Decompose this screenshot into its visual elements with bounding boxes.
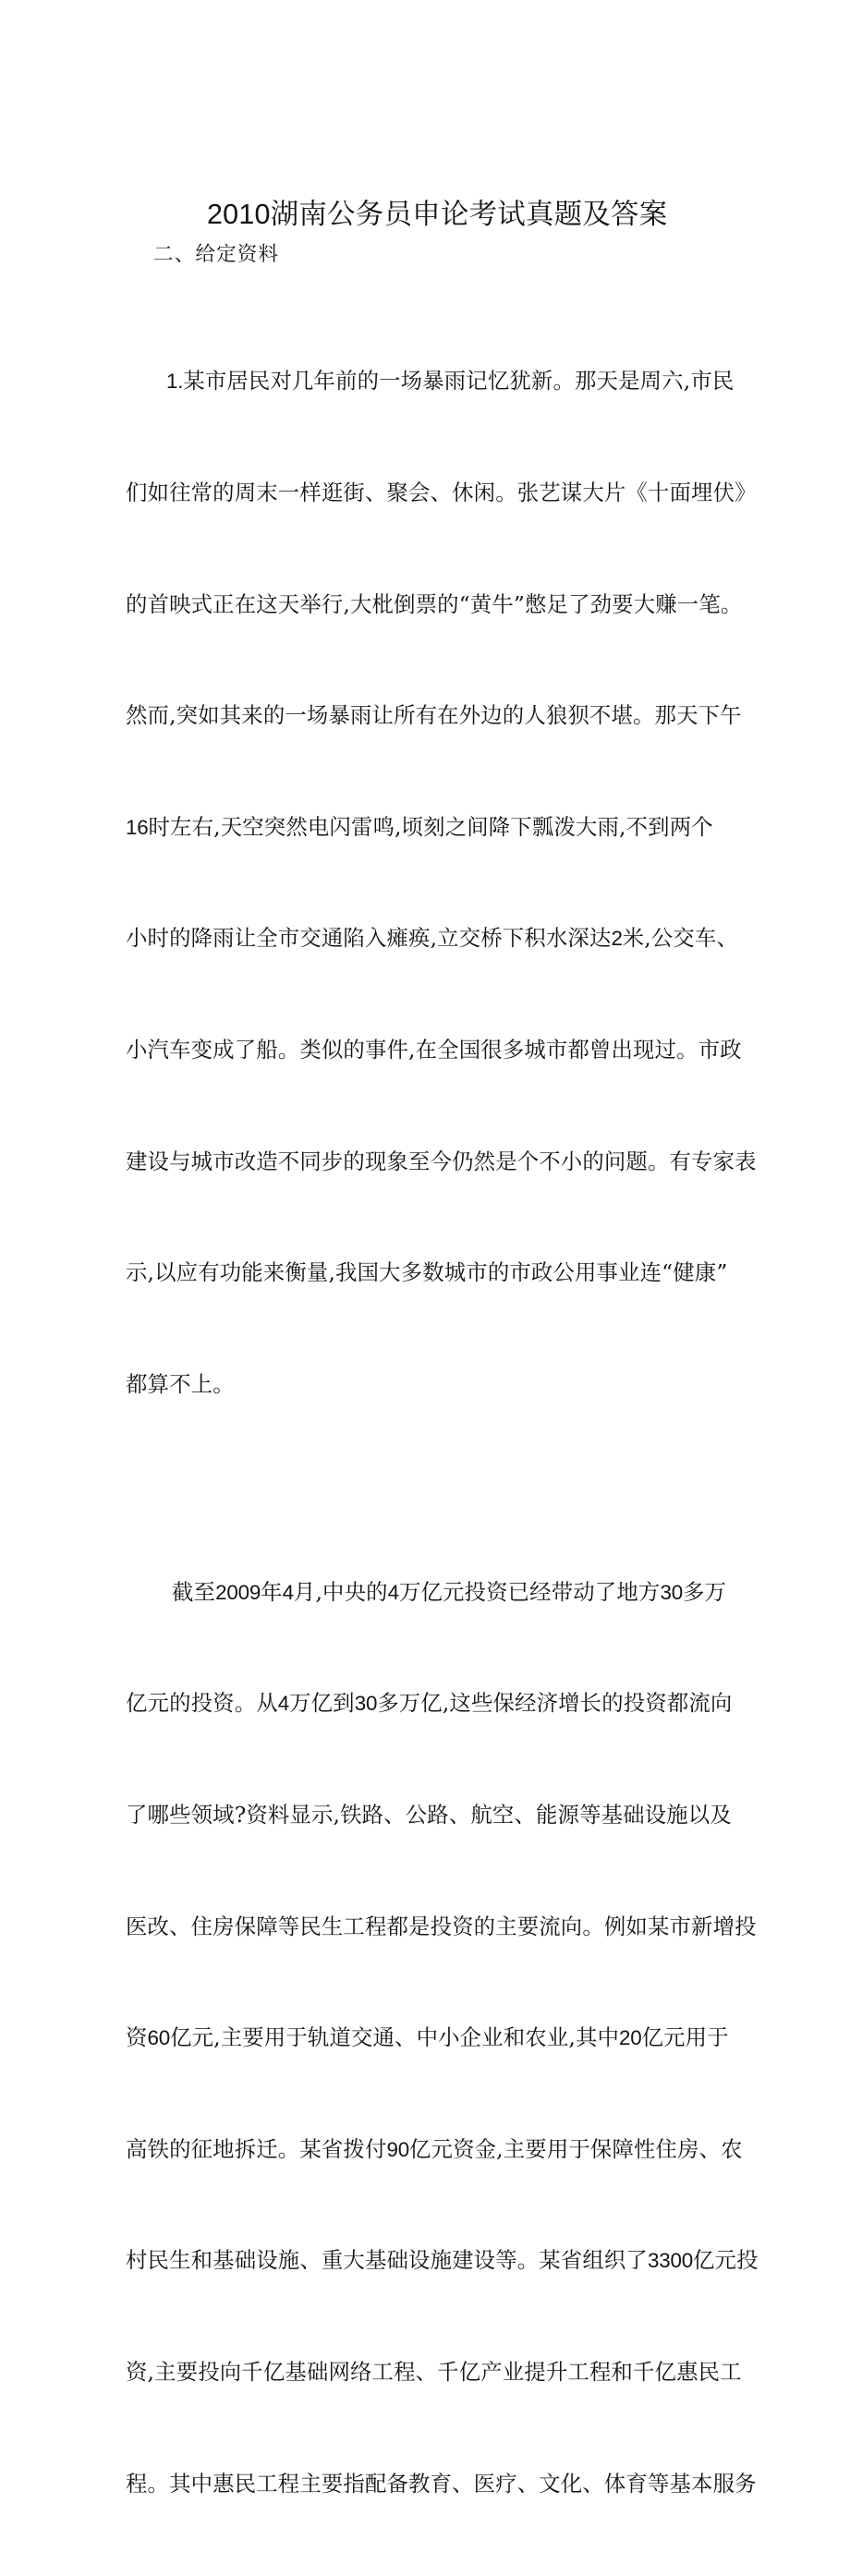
text-line: 然而,突如其来的一场暴雨让所有在外边的人狼狈不堪。那天下午: [126, 702, 742, 729]
text-line: 村民生和基础设施、重大基础设施建设等。某省组织了3300亿元投: [126, 2247, 759, 2274]
text-line: 小汽车变成了船。类似的事件,在全国很多城市都曾出现过。市政: [126, 1036, 742, 1063]
numeric-run: 1.: [166, 370, 184, 394]
numeric-run: 90: [386, 2137, 410, 2161]
document-body: [126, 288, 759, 2576]
text-line: 的首映式正在这天举行,大枇倒票的“黄牛”憋足了劲要大赚一笔。: [126, 590, 743, 617]
text-line: 16时左右,天空突然电闪雷鸣,顷刻之间降下瓢泼大雨,不到两个: [126, 813, 713, 840]
text-line: 小时的降雨让全市交通陷入瘫痪,立交桥下积水深达2米,公交车、: [126, 925, 739, 952]
numeric-run: 20: [619, 2026, 642, 2050]
numeric-run: 4: [277, 1692, 290, 1716]
text-line: 1.某市居民对几年前的一场暴雨记忆犹新。那天是周六,市民: [166, 368, 735, 395]
text-line: 建设与城市改造不同步的现象至今仍然是个不小的问题。有专家表: [126, 1148, 757, 1174]
numeric-run: 16: [126, 815, 149, 839]
numeric-run: 2009: [215, 1580, 261, 1604]
numeric-run: 4: [387, 1580, 399, 1604]
text-line: 程。其中惠民工程主要指配备教育、医疗、文化、体育等基本服务: [126, 2470, 757, 2497]
text-line: 截至2009年4月,中央的4万亿元投资已经带动了地方30多万: [172, 1578, 727, 1605]
text-line: 示,以应有功能来衡量,我国大多数城市的市政公用事业连“健康”: [126, 1259, 728, 1286]
numeric-run: 3300: [647, 2249, 693, 2273]
text-line: 高铁的征地拆迁。某省拨付90亿元资金,主要用于保障性住房、农: [126, 2135, 743, 2162]
numeric-run: 30: [354, 1692, 378, 1716]
text-line: 亿元的投资。从4万亿到30多万亿,这些保经济增长的投资都流向: [126, 1690, 733, 1717]
text-line: 医改、住房保障等民生工程都是投资的主要流向。例如某市新增投: [126, 1913, 757, 1939]
numeric-run: 30: [660, 1580, 683, 1604]
numeric-run: 60: [147, 2026, 171, 2050]
paragraph-material-1: [126, 288, 757, 1476]
paragraph-material-2: [126, 1499, 759, 2576]
text-line: 们如往常的周末一样逛街、聚会、休闲。张艺谋大片《十面埋伏》: [126, 480, 757, 505]
text-line: 都算不上。: [126, 1370, 235, 1397]
numeric-run: 4: [282, 1580, 294, 1604]
text-line: 资60亿元,主要用于轨道交通、中小企业和农业,其中20亿元用于: [126, 2024, 729, 2051]
numeric-run: 2: [611, 927, 623, 951]
text-line: 了哪些领域?资料显示,铁路、公路、航空、能源等基础设施以及: [126, 1801, 732, 1828]
text-line: 资,主要投向千亿基础网络工程、千亿产业提升工程和千亿惠民工: [126, 2358, 742, 2385]
section-heading: 二、给定资料: [153, 243, 280, 266]
document-title: 2010湖南公务员申论考试真题及答案: [207, 199, 668, 231]
